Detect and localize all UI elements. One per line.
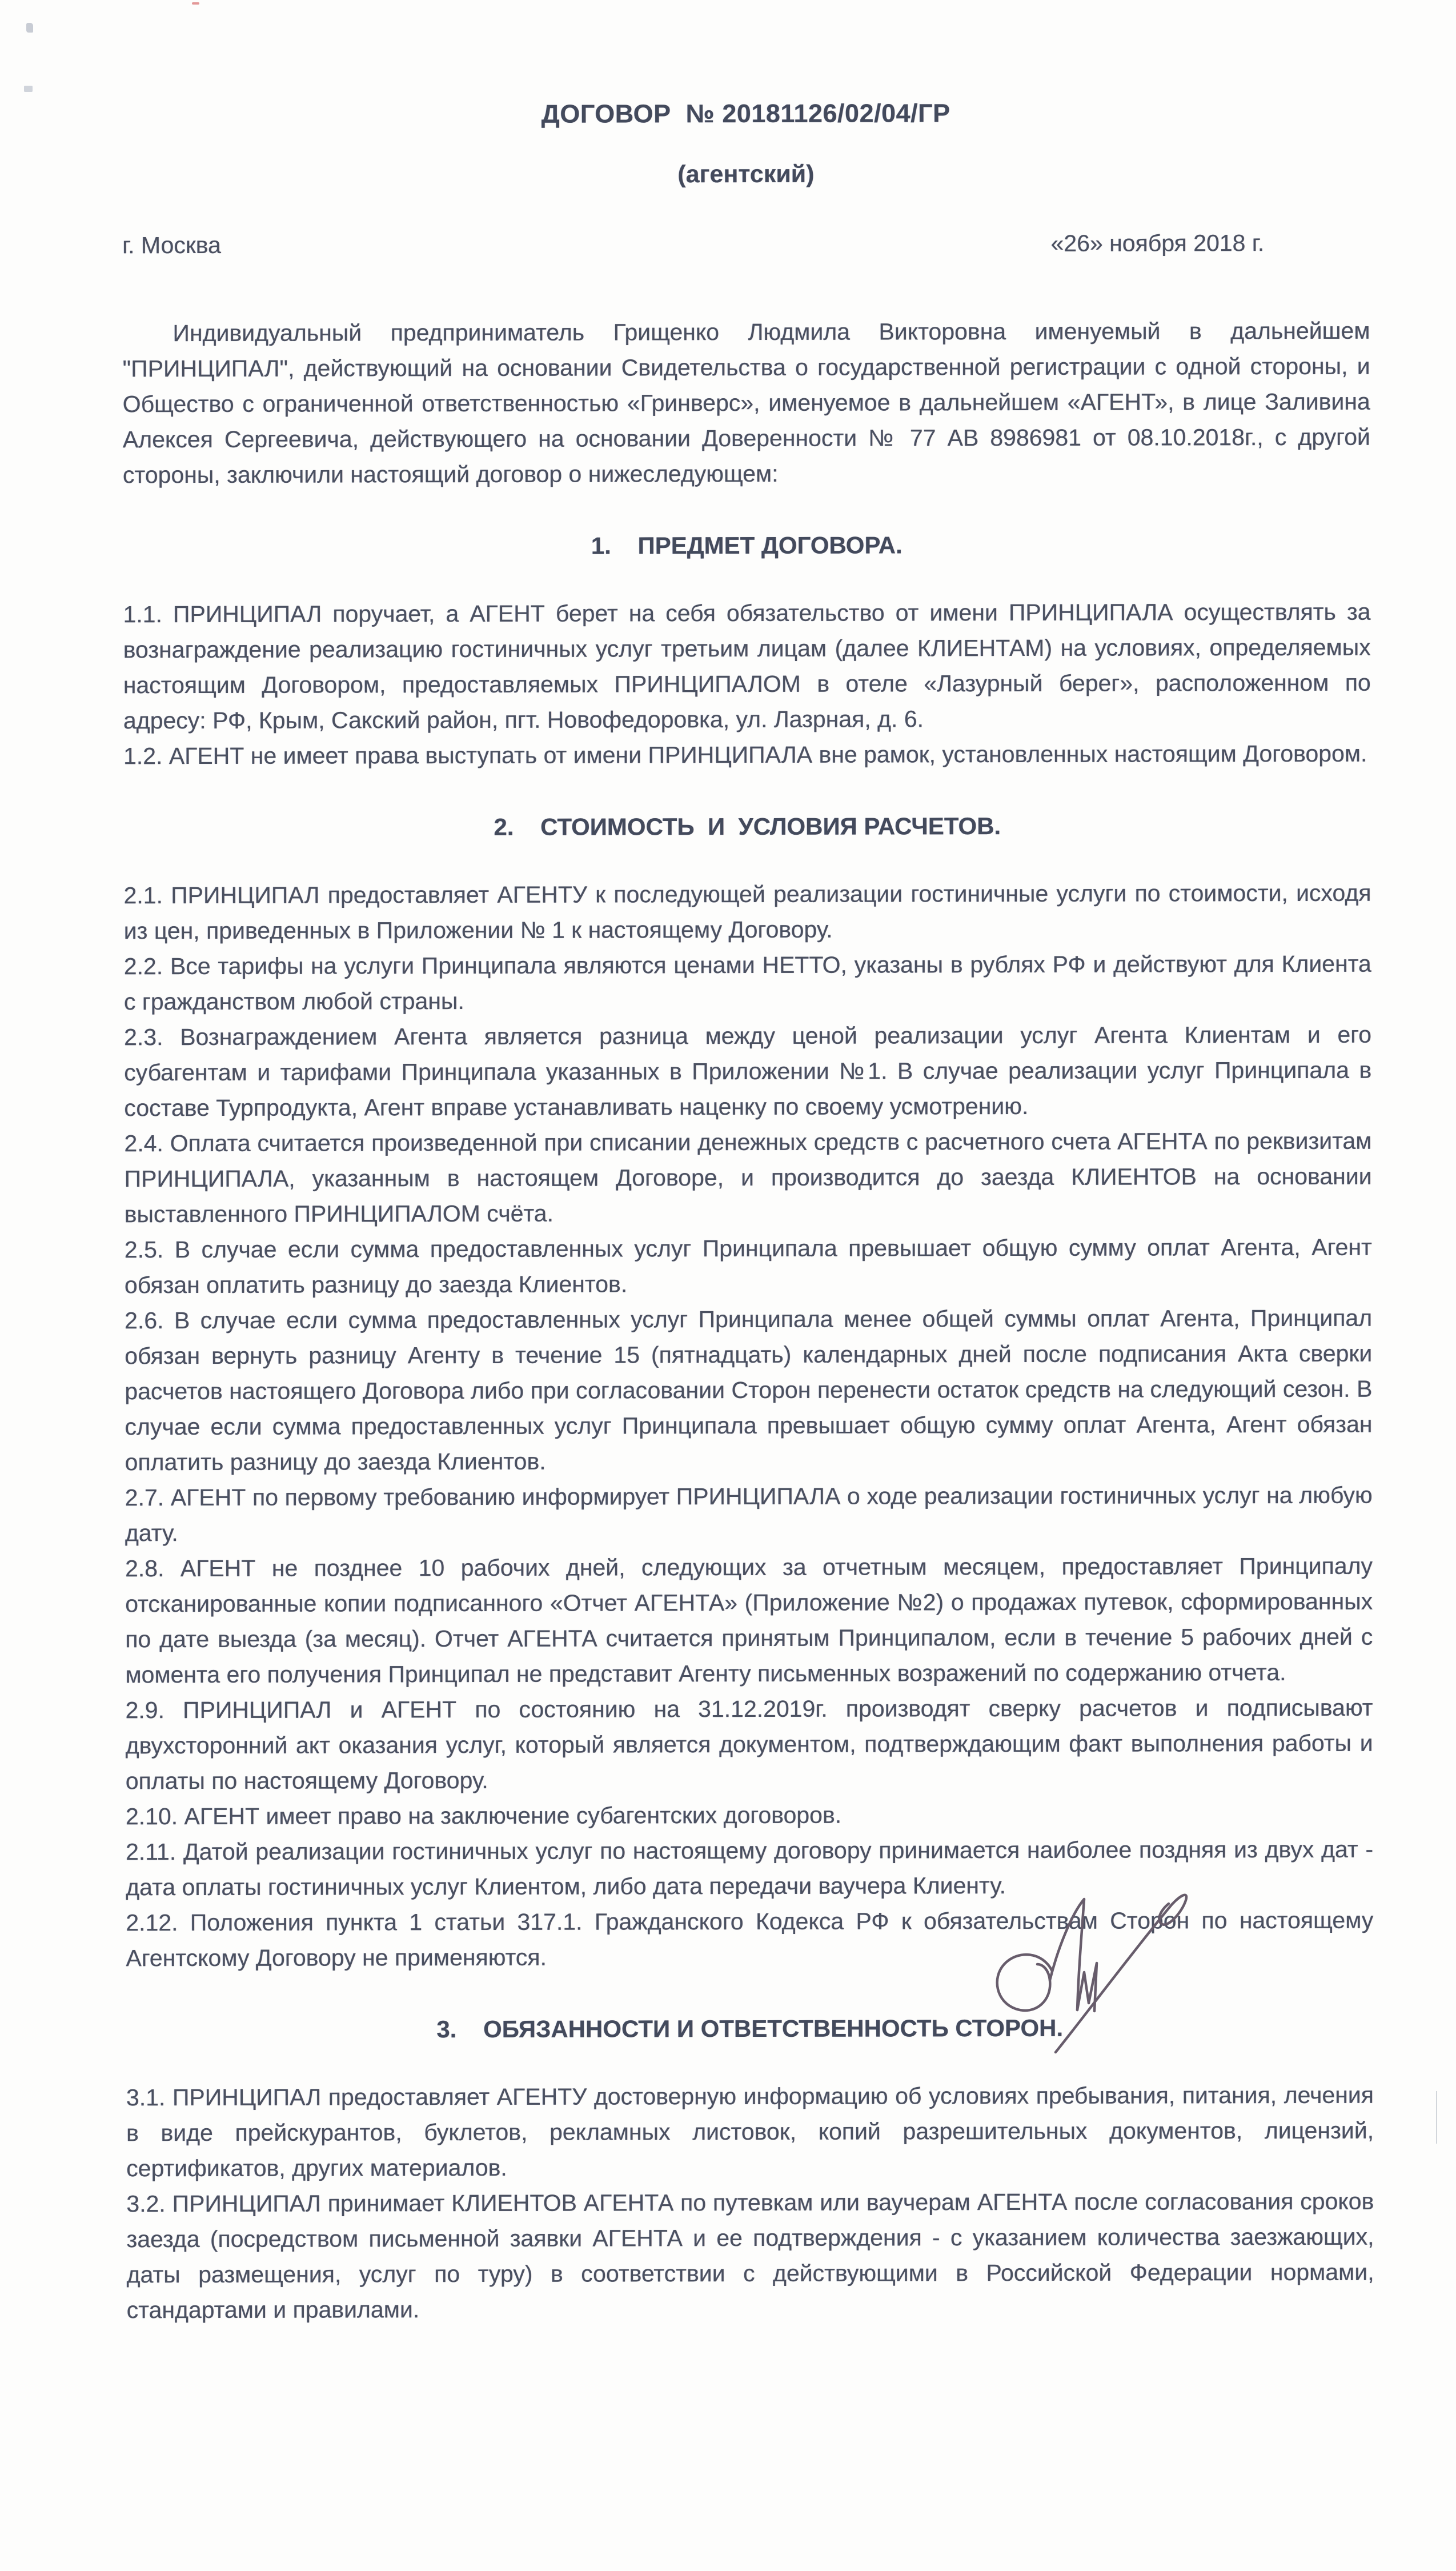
section-2-heading: 2. СТОИМОСТЬ И УСЛОВИЯ РАСЧЕТОВ. — [494, 812, 1001, 840]
clause-3.1: 3.1. ПРИНЦИПАЛ предоставляет АГЕНТУ достоверную информацию об условиях пребывания, питания, лечения в виде прейскурантов, буклетов, рекламных листовок, копий разрешительных документов, лицензий, сертификатов, других материалов. — [126, 2081, 1374, 2182]
clause-3.2: 3.2. ПРИНЦИПАЛ принимает КЛИЕНТОВ АГЕНТА по путевкам или ваучерам АГЕНТА после согласования сроков заезда (посредством письменной заявки АГЕНТА и ее подтверждения - с указанием количества заезжающих, даты размещения, услуг по туру) в соответствии с действующими в Российской Федерации нормами, стандартами и правилами. — [126, 2188, 1374, 2324]
place-date-row — [122, 225, 1370, 263]
scan-artifact — [26, 23, 33, 33]
clause-2.3: 2.3. Вознаграждением Агента является разница между ценой реализации услуг Агента Клиентам и его субагентам и тарифами Принципала указанных в Приложении №1. В случае реализации услуг Принципала в составе Турпродукта, Агент вправе устанавливать наценку по своему усмотрению. — [124, 1021, 1372, 1122]
signature-peak-stroke — [1050, 1899, 1084, 2010]
signature-loop-stroke — [997, 1955, 1052, 2011]
contract-date: «26» ноября 2018 г. — [1050, 230, 1265, 257]
clause-2.11: 2.11. Датой реализации гостиничных услуг по настоящему договору принимается наиболее поздняя из двух дат - дата оплаты гостиничных услуг Клиентом, либо дата передачи ваучера Клиенту. — [126, 1836, 1374, 1901]
contract-title: ДОГОВОР № 20181126/02/04/ГР — [541, 98, 950, 129]
contract-city: г. Москва — [122, 231, 221, 259]
clause-2.10: 2.10. АГЕНТ имеет право на заключение субагентских договоров. — [125, 1801, 842, 1830]
section-3-heading: 3. ОБЯЗАННОСТИ И ОТВЕТСТВЕННОСТЬ СТОРОН. — [436, 2014, 1064, 2043]
clause-2.2: 2.2. Все тарифы на услуги Принципала являются ценами НЕТТО, указаны в рублях РФ и действуют для Клиента с гражданством любой страны. — [123, 950, 1371, 1015]
clause-2.8: 2.8. АГЕНТ не позднее 10 рабочих дней, следующих за отчетным месяцем, предоставляет Принципалу отсканированные копии подписанного «Отчет АГЕНТА» (Приложение №2) о продажах путевок, сформированных по дате выезда (за месяц). Отчет АГЕНТА считается принятым Принципалом, если в течение 5 рабочих дней с момента его получения Принципал не представит Агенту письменных возражений по содержанию отчета. — [125, 1552, 1373, 1688]
scan-artifact — [1436, 2091, 1437, 2144]
handwritten-signature — [988, 1874, 1205, 2063]
clause-2.1: 2.1. ПРИНЦИПАЛ предоставляет АГЕНТУ к последующей реализации гостиничные услуги по стоимости, исходя из цен, приведенных в Приложении № 1 к настоящему Договору. — [123, 879, 1371, 944]
section-1-heading: 1. ПРЕДМЕТ ДОГОВОРА. — [591, 531, 903, 559]
clause-1.1: 1.1. ПРИНЦИПАЛ поручает, а АГЕНТ берет на себя обязательство от имени ПРИНЦИПАЛА осуществлять за вознаграждение реализацию гостиничных услуг третьим лицам (далее КЛИЕНТАМ) на условиях, определяемых настоящим Договором, предоставляемых ПРИНЦИПАЛОМ в отеле «Лазурный берег», расположенном по адресу: РФ, Крым, Сакский район, пгт. Новофедоровка, ул. Лазрная, д. 6. — [123, 598, 1371, 734]
clause-2.6: 2.6. В случае если сумма предоставленных услуг Принципала менее общей суммы оплат Агента, Принципал обязан вернуть разницу Агенту в течение 15 (пятнадцать) календарных дней после подписания Акта сверки расчетов настоящего Договора либо при согласовании Сторон перенести остаток средств на следующий сезон. В случае если сумма предоставленных услуг Принципала превышает общую сумму оплат Агента, Агент обязан оплатить разницу до заезда Клиентов. — [125, 1304, 1373, 1476]
preamble-paragraph: Индивидуальный предприниматель Грищенко Людмила Викторовна именуемый в дальнейшем "ПРИНЦИПАЛ", действующий на основании Свидетельства о государственной регистрации с одной стороны, и Общество с ограниченной ответственностью «Гринверс», именуемое в дальнейшем «АГЕНТ», в лице Заливина Алексея Сергеевича, действующего на основании Доверенности № 77 АВ 8986981 от 08.10.2018г., с другой стороны, заключили настоящий договор о нижеследующем: — [122, 317, 1370, 488]
scan-artifact — [24, 86, 33, 92]
clause-1.2: 1.2. АГЕНТ не имеет права выступать от имени ПРИНЦИПАЛА вне рамок, установленных настоящим Договором. — [123, 740, 1367, 770]
clause-2.12: 2.12. Положения пункта 1 статьи 317.1. Гражданского Кодекса РФ к обязательствам Сторон по настоящему Агентскому Договору не применяются. — [126, 1907, 1374, 1972]
contract-subtitle: (агентский) — [677, 160, 815, 189]
clause-2.9: 2.9. ПРИНЦИПАЛ и АГЕНТ по состоянию на 31.12.2019г. производят сверку расчетов и подписывают двухсторонний акт оказания услуг, который является документом, подтверждающим факт выполнения работы и оплаты по настоящему Договору. — [125, 1694, 1373, 1795]
clause-2.4: 2.4. Оплата считается произведенной при списании денежных средств с расчетного счета АГЕНТА по реквизитам ПРИНЦИПАЛА, указанным в настоящем Договоре, и производится до заезда КЛИЕНТОВ на основании выставленного ПРИНЦИПАЛОМ счёта. — [124, 1127, 1372, 1228]
signature-diagonal-stroke — [1056, 1895, 1186, 2052]
clause-2.7: 2.7. АГЕНТ по первому требованию информирует ПРИНЦИПАЛА о ходе реализации гостиничных услуг на любую дату. — [125, 1481, 1373, 1547]
clause-2.5: 2.5. В случае если сумма предоставленных услуг Принципала превышает общую сумму оплат Агента, Агент обязан оплатить разницу до заезда Клиентов. — [124, 1234, 1372, 1299]
